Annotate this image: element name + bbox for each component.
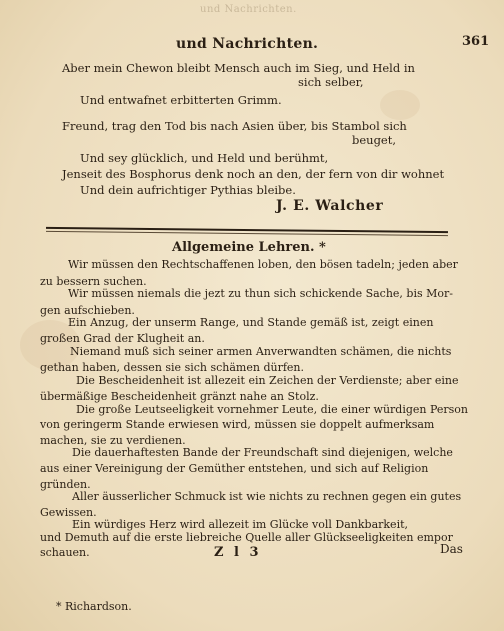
- maxim-line: schauen.: [40, 546, 90, 559]
- maxim-line: zu bessern suchen.: [40, 275, 147, 288]
- page-number: 361: [462, 34, 490, 49]
- paper-stain: [380, 90, 420, 120]
- poem-line: beuget,: [352, 133, 397, 147]
- poem-author: J. E. Walcher: [276, 198, 384, 214]
- poem-line: Freund, trag den Tod bis nach Asien über, bis Stambol sich: [62, 119, 407, 133]
- maxim-line: und Demuth auf die erste liebreiche Quelle aller Glückseeligkeiten empor: [40, 531, 453, 544]
- maxim-line: gen aufschieben.: [40, 304, 135, 317]
- poem-line: Und dein aufrichtiger Pythias bleibe.: [80, 183, 296, 197]
- maxim-line: gethan haben, dessen sie sich schämen dürfen.: [40, 361, 304, 374]
- poem-line: sich selber,: [298, 75, 364, 89]
- bleed-through-text: und Nachrichten.: [200, 4, 297, 15]
- poem-line: Jenseit des Bosphorus denk noch an den, der fern von dir wohnet: [62, 167, 445, 181]
- maxim-line: Gewissen.: [40, 506, 97, 519]
- maxim-line: Die große Leutseeligkeit vornehmer Leute, die einer würdigen Person: [76, 403, 469, 416]
- maxim-line: Ein würdiges Herz wird allezeit im Glücke voll Dankbarkeit,: [72, 518, 408, 531]
- maxim-line: machen, sie zu verdienen.: [40, 434, 186, 447]
- maxim-line: großen Grad der Klugheit an.: [40, 332, 205, 345]
- maxim-line: Niemand muß sich seiner armen Anverwandten schämen, die nichts: [70, 345, 452, 358]
- catchword: Das: [440, 542, 463, 556]
- maxim-line: von geringerm Stande erwiesen wird, müssen sie doppelt aufmerksam: [40, 418, 435, 431]
- poem-line: Und entwafnet erbitterten Grimm.: [80, 93, 282, 107]
- poem-line: Und sey glücklich, und Held und berühmt,: [80, 151, 329, 165]
- maxim-line: Die dauerhaftesten Bande der Freundschaft sind diejenigen, welche: [72, 446, 453, 459]
- section-title: Allgemeine Lehren. *: [172, 240, 326, 255]
- maxim-line: übermäßige Bescheidenheit gränzt nahe an Stolz.: [40, 390, 319, 403]
- maxim-line: Die Bescheidenheit ist allezeit ein Zeichen der Verdienste; aber eine: [76, 374, 459, 387]
- running-head: und Nachrichten.: [176, 36, 319, 52]
- maxim-line: Aller äusserlicher Schmuck ist wie nichts zu rechnen gegen ein gutes: [72, 490, 462, 503]
- maxim-line: Ein Anzug, der unserm Range, und Stande gemäß ist, zeigt einen: [68, 316, 434, 329]
- maxim-line: Wir müssen niemals die jezt zu thun sich schickende Sache, bis Mor-: [68, 287, 453, 300]
- poem-line: Aber mein Chewon bleibt Mensch auch im Sieg, und Held in: [62, 61, 415, 75]
- signature-mark: Z l 3: [214, 545, 262, 560]
- maxim-line: aus einer Vereinigung der Gemüther entstehen, und sich auf Religion: [40, 462, 429, 475]
- maxim-line: Wir müssen den Rechtschaffenen loben, den bösen tadeln; jeden aber: [68, 258, 458, 271]
- maxim-line: gründen.: [40, 478, 91, 491]
- footnote: * Richardson.: [56, 600, 132, 613]
